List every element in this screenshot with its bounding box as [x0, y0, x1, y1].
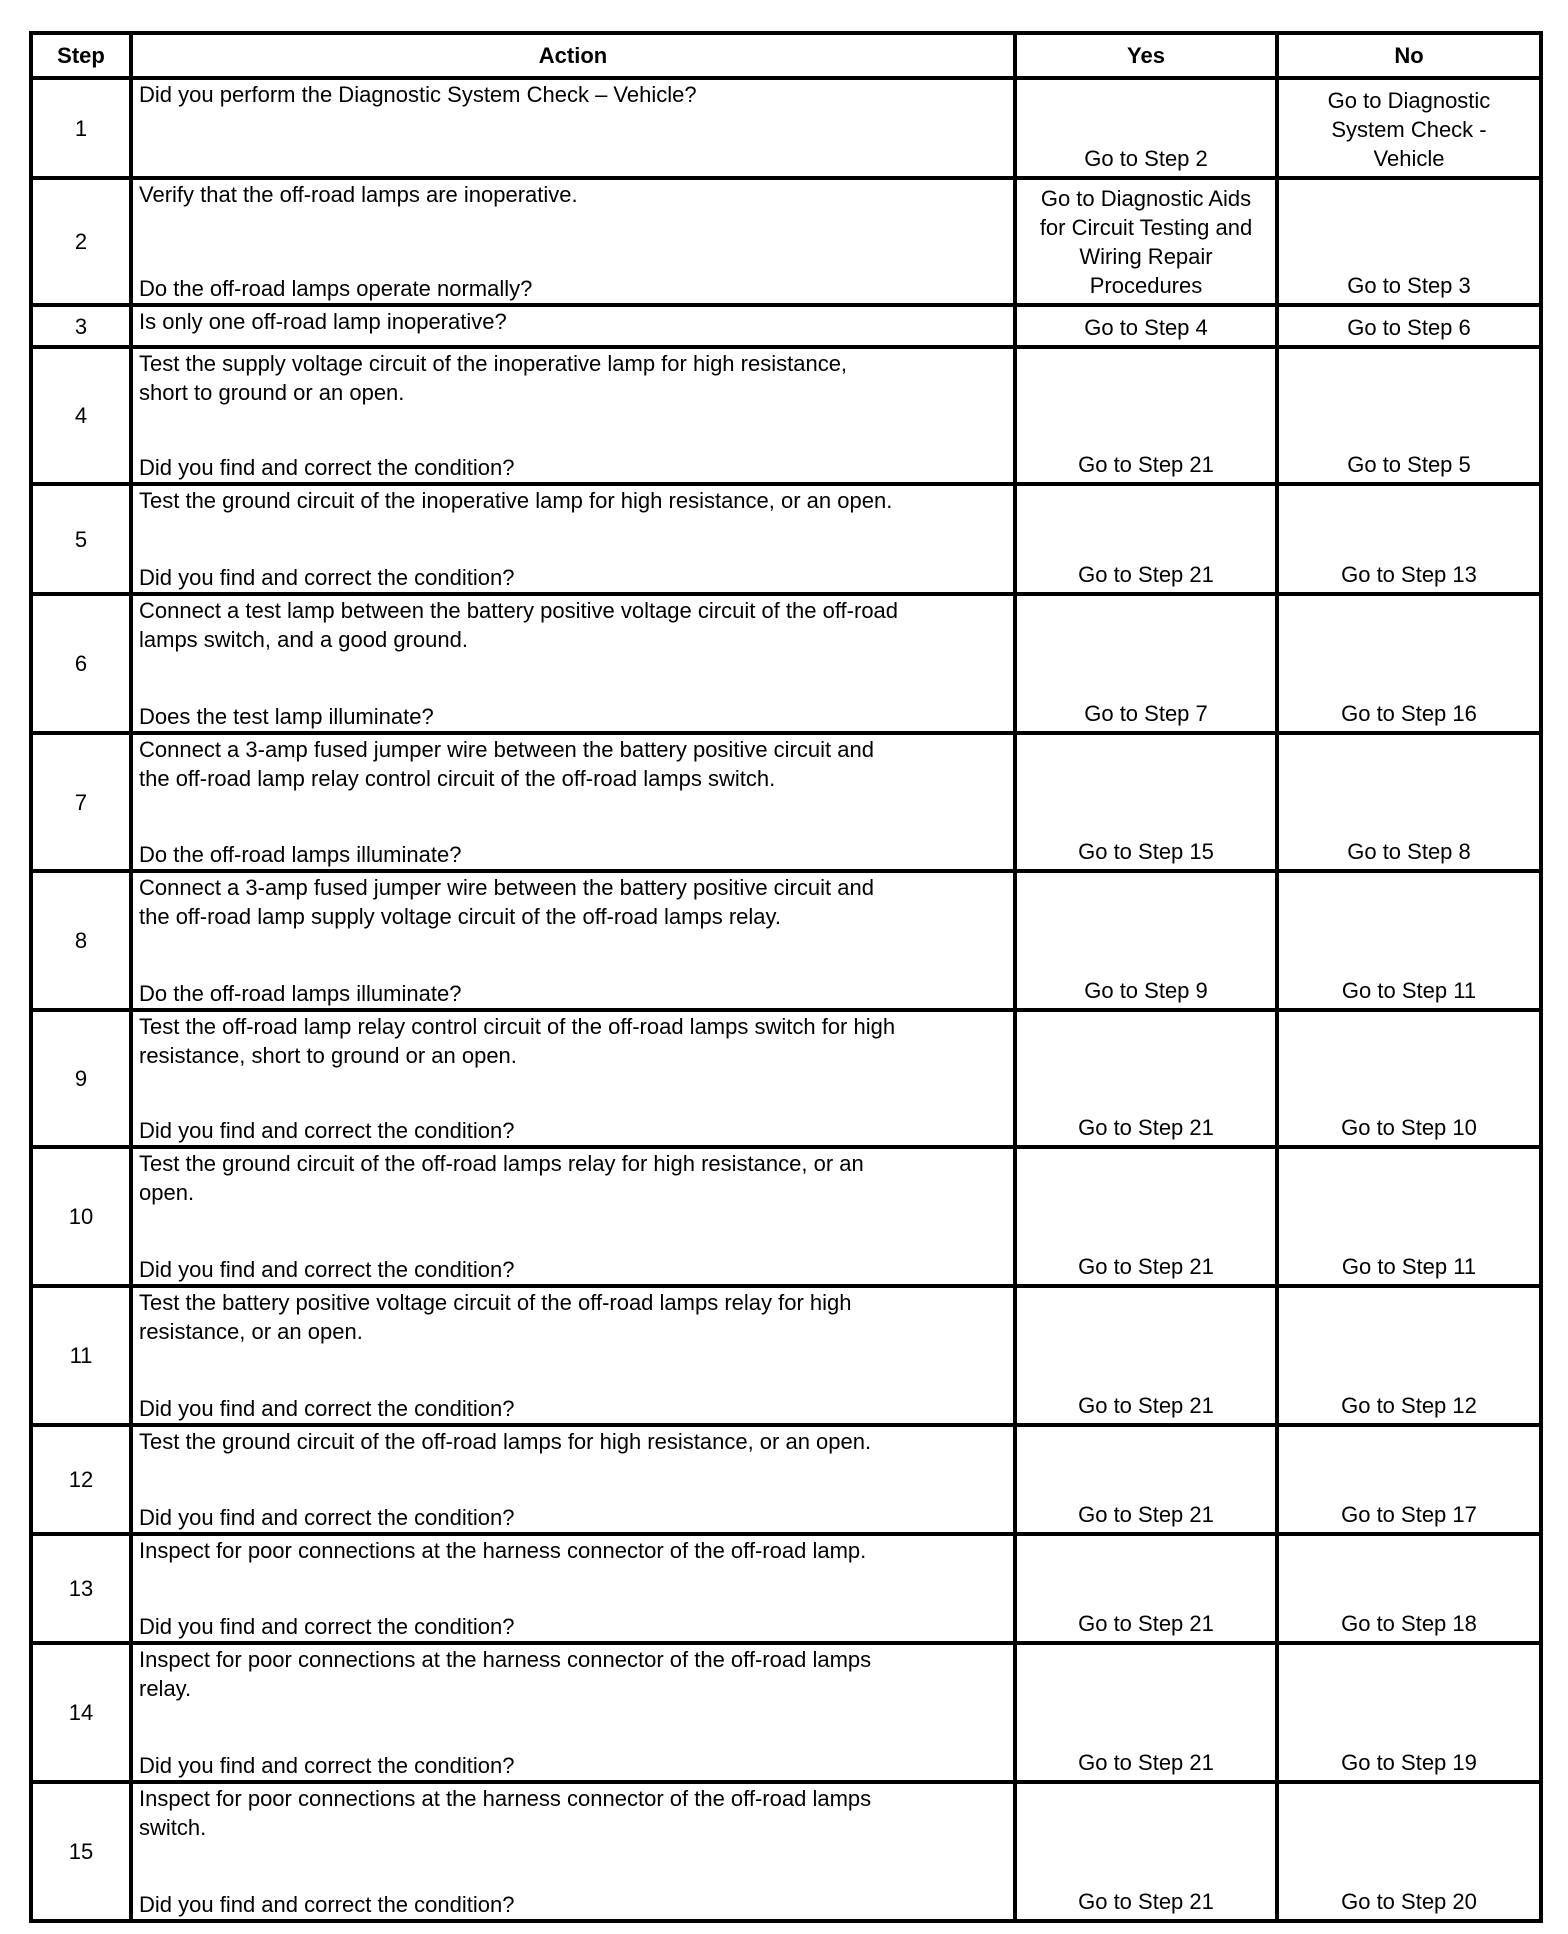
- step-number: 15: [31, 1782, 131, 1921]
- yes-result: Go to Step 21: [1015, 1010, 1277, 1147]
- no-result: Go to Step 18: [1277, 1534, 1541, 1643]
- yes-result: Go to Step 15: [1015, 733, 1277, 871]
- header-no: No: [1277, 33, 1541, 78]
- action-instruction: Connect a 3-amp fused jumper wire between the battery positive circuit and the off-road lamp relay control circuit of the off-road lamps switch.: [139, 737, 874, 791]
- action-cell: [131, 1643, 1015, 1782]
- action-instruction: Did you perform the Diagnostic System Check – Vehicle?: [139, 82, 697, 107]
- step-number: 7: [31, 733, 131, 871]
- no-result: Go to Step 20: [1277, 1782, 1541, 1921]
- no-result: Go to Step 17: [1277, 1425, 1541, 1534]
- action-instruction: Verify that the off-road lamps are inoperative.: [139, 182, 578, 207]
- action-cell: [131, 178, 1015, 305]
- step-number: 14: [31, 1643, 131, 1782]
- action-cell: [131, 484, 1015, 594]
- action-cell: [131, 1010, 1015, 1147]
- table-row: [31, 733, 1541, 871]
- step-number: 9: [31, 1010, 131, 1147]
- table-row: [31, 347, 1541, 484]
- step-number: 1: [31, 78, 131, 178]
- action-cell: [131, 871, 1015, 1010]
- table-row: [31, 1010, 1541, 1147]
- yes-result: Go to Step 21: [1015, 347, 1277, 484]
- table-row: [31, 78, 1541, 178]
- action-instruction: Test the off-road lamp relay control circuit of the off-road lamps switch for high resistance, short to ground or an open.: [139, 1014, 896, 1068]
- no-result: Go to Step 11: [1277, 871, 1541, 1010]
- no-result: Go to Step 10: [1277, 1010, 1541, 1147]
- action-question: Did you find and correct the condition?: [139, 455, 515, 480]
- action-cell: [131, 78, 1015, 178]
- table-row: [31, 178, 1541, 305]
- header-row: [31, 33, 1541, 78]
- action-cell: [131, 594, 1015, 733]
- table-row: [31, 1534, 1541, 1643]
- no-result: Go to Step 3: [1277, 178, 1541, 305]
- table-row: [31, 1643, 1541, 1782]
- yes-result: Go to Step 21: [1015, 1147, 1277, 1286]
- action-question: Did you find and correct the condition?: [139, 1614, 515, 1639]
- action-question: Did you find and correct the condition?: [139, 1505, 515, 1530]
- no-result: Go to Step 8: [1277, 733, 1541, 871]
- action-question: Did you find and correct the condition?: [139, 1892, 515, 1917]
- action-cell: [131, 1534, 1015, 1643]
- yes-result: Go to Step 21: [1015, 1782, 1277, 1921]
- action-question: Do the off-road lamps illuminate?: [139, 981, 462, 1006]
- no-result: Go to Diagnostic System Check - Vehicle: [1277, 78, 1541, 178]
- no-result: Go to Step 19: [1277, 1643, 1541, 1782]
- no-result: Go to Step 12: [1277, 1286, 1541, 1425]
- action-cell: [131, 1782, 1015, 1921]
- yes-result: Go to Step 21: [1015, 1643, 1277, 1782]
- no-result: Go to Step 11: [1277, 1147, 1541, 1286]
- step-number: 3: [31, 305, 131, 347]
- yes-result: Go to Diagnostic Aids for Circuit Testing and Wiring Repair Procedures: [1015, 178, 1277, 305]
- step-number: 11: [31, 1286, 131, 1425]
- action-question: Did you find and correct the condition?: [139, 1396, 515, 1421]
- header-yes: Yes: [1015, 33, 1277, 78]
- step-number: 8: [31, 871, 131, 1010]
- table-row: [31, 1782, 1541, 1921]
- step-number: 12: [31, 1425, 131, 1534]
- action-instruction: Test the ground circuit of the inoperative lamp for high resistance, or an open.: [139, 488, 893, 513]
- action-instruction: Test the supply voltage circuit of the inoperative lamp for high resistance, short to ground or an open.: [139, 351, 848, 405]
- no-result: Go to Step 16: [1277, 594, 1541, 733]
- action-cell: [131, 1425, 1015, 1534]
- step-number: 5: [31, 484, 131, 594]
- table-row: [31, 1425, 1541, 1534]
- yes-result: Go to Step 2: [1015, 78, 1277, 178]
- yes-result: Go to Step 9: [1015, 871, 1277, 1010]
- action-cell: [131, 1286, 1015, 1425]
- action-instruction: Inspect for poor connections at the harness connector of the off-road lamp.: [139, 1538, 867, 1563]
- diagnostic-table: [29, 31, 1543, 1923]
- action-question: Do the off-road lamps operate normally?: [139, 276, 533, 301]
- no-result: Go to Step 5: [1277, 347, 1541, 484]
- table-row: [31, 484, 1541, 594]
- step-number: 13: [31, 1534, 131, 1643]
- table-row: [31, 1147, 1541, 1286]
- table-row: [31, 1286, 1541, 1425]
- action-cell: [131, 347, 1015, 484]
- action-question: Did you find and correct the condition?: [139, 565, 515, 590]
- yes-result: Go to Step 21: [1015, 1534, 1277, 1643]
- table-row: [31, 871, 1541, 1010]
- yes-result: Go to Step 4: [1015, 305, 1277, 347]
- action-instruction: Test the ground circuit of the off-road lamps relay for high resistance, or an open.: [139, 1151, 864, 1205]
- yes-result: Go to Step 7: [1015, 594, 1277, 733]
- action-instruction: Is only one off-road lamp inoperative?: [139, 309, 507, 334]
- header-step: Step: [31, 33, 131, 78]
- no-result: Go to Step 13: [1277, 484, 1541, 594]
- step-number: 6: [31, 594, 131, 733]
- action-instruction: Test the battery positive voltage circuit of the off-road lamps relay for high resistance, or an open.: [139, 1290, 852, 1344]
- action-question: Did you find and correct the condition?: [139, 1118, 515, 1143]
- yes-result: Go to Step 21: [1015, 1286, 1277, 1425]
- action-instruction: Connect a test lamp between the battery positive voltage circuit of the off-road lamps switch, and a good ground.: [139, 598, 899, 652]
- action-cell: [131, 1147, 1015, 1286]
- action-question: Did you find and correct the condition?: [139, 1753, 515, 1778]
- action-cell: [131, 305, 1015, 347]
- yes-result: Go to Step 21: [1015, 484, 1277, 594]
- table-row: [31, 594, 1541, 733]
- step-number: 2: [31, 178, 131, 305]
- action-instruction: Test the ground circuit of the off-road lamps for high resistance, or an open.: [139, 1429, 872, 1454]
- action-question: Did you find and correct the condition?: [139, 1257, 515, 1282]
- action-question: Do the off-road lamps illuminate?: [139, 842, 462, 867]
- action-instruction: Inspect for poor connections at the harness connector of the off-road lamps relay.: [139, 1647, 872, 1701]
- header-action: Action: [131, 33, 1015, 78]
- no-result: Go to Step 6: [1277, 305, 1541, 347]
- yes-result: Go to Step 21: [1015, 1425, 1277, 1534]
- action-instruction: Inspect for poor connections at the harness connector of the off-road lamps switch.: [139, 1786, 872, 1840]
- action-question: Does the test lamp illuminate?: [139, 704, 434, 729]
- step-number: 10: [31, 1147, 131, 1286]
- step-number: 4: [31, 347, 131, 484]
- table-row: [31, 305, 1541, 347]
- action-cell: [131, 733, 1015, 871]
- action-instruction: Connect a 3-amp fused jumper wire between the battery positive circuit and the off-road lamp supply voltage circuit of the off-road lamps relay.: [139, 875, 874, 929]
